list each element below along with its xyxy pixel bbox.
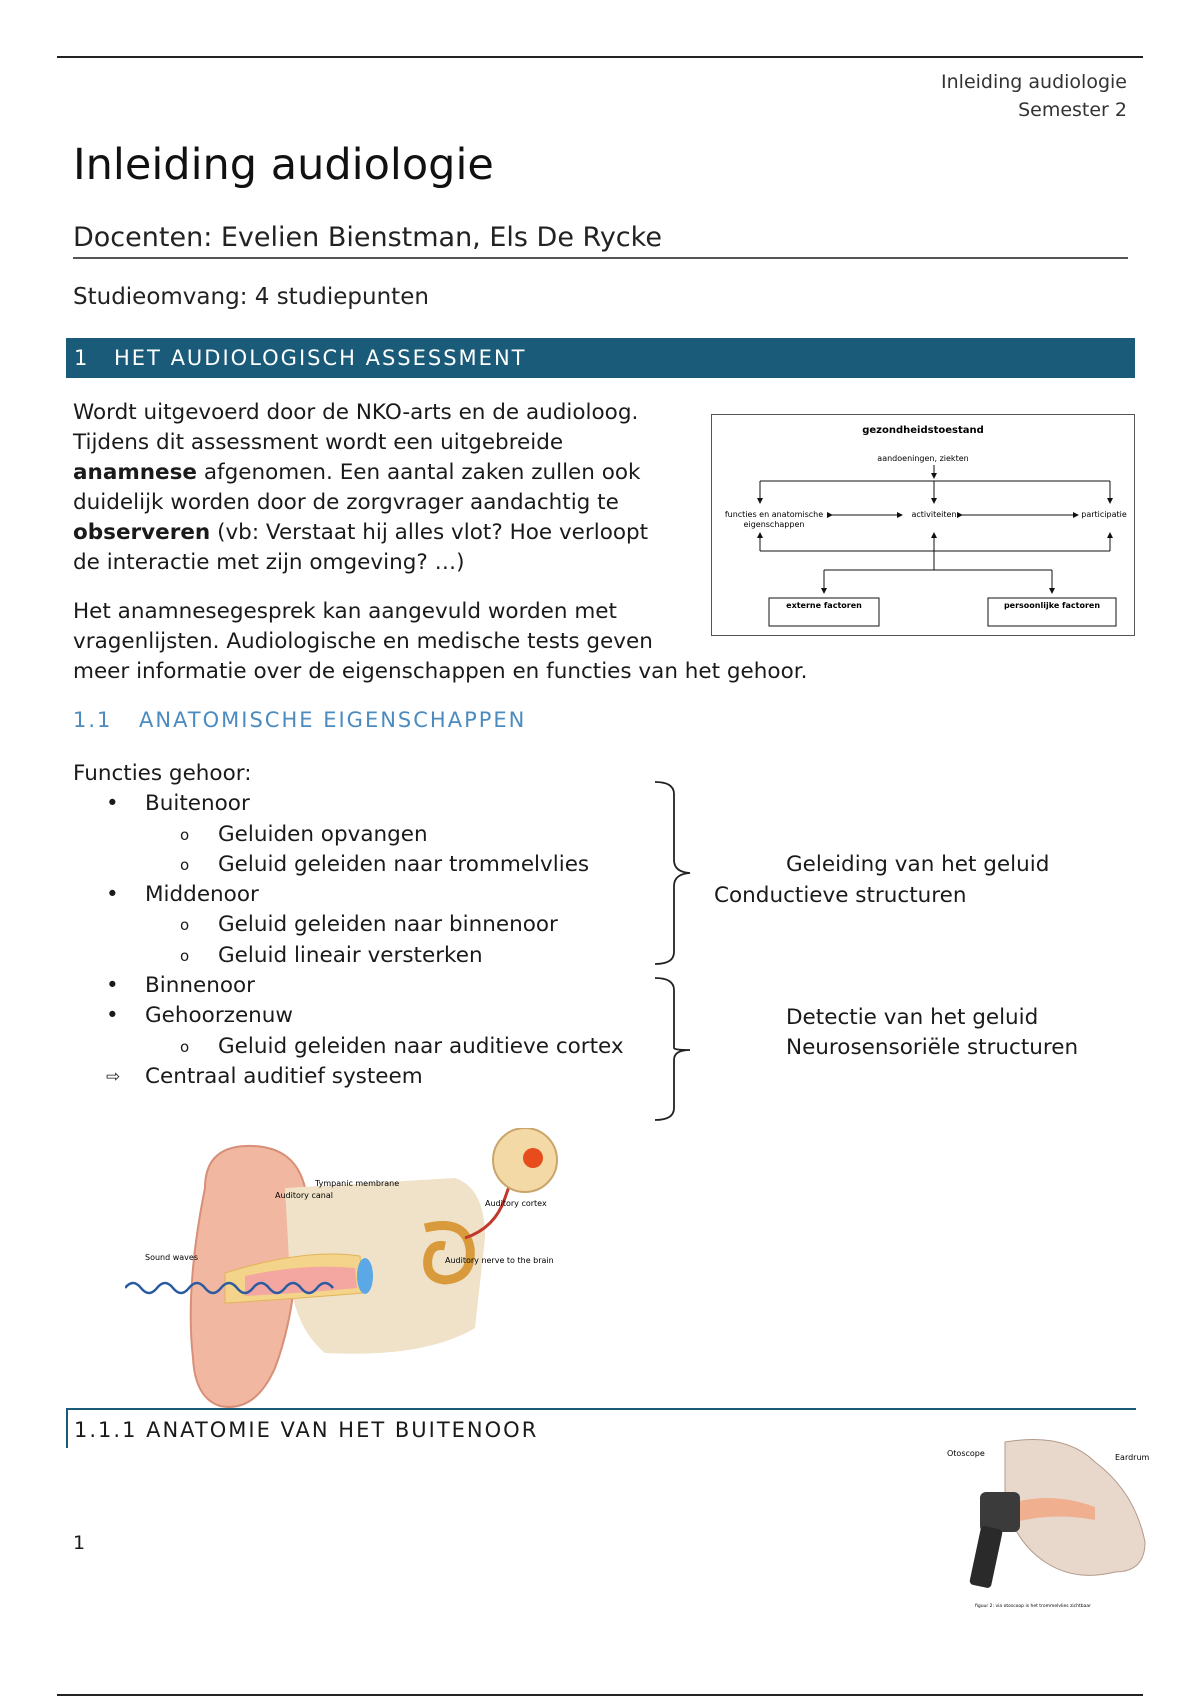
note-line: Detectie van het geluid <box>786 1005 1039 1030</box>
list-item <box>73 789 624 819</box>
bold-term: observeren <box>73 520 211 545</box>
sub-bullet: o <box>180 946 190 965</box>
list-item-label: Geluid geleiden naar binnenoor <box>218 912 558 938</box>
diagram-functions-label-2: eigenschappen <box>743 520 805 529</box>
diagram-participation-label: participatie <box>1081 510 1127 519</box>
page-subtitle: Docenten: Evelien Bienstman, Els De Rycke <box>73 222 1128 259</box>
list-item-label: Middenoor <box>145 882 259 908</box>
paragraph-line: meer informatie over de eigenschappen en functies van het gehoor. <box>73 659 808 684</box>
list-item <box>73 971 624 1001</box>
label-tympanic-membrane: Tympanic membrane <box>315 1179 400 1188</box>
intro-line: Wordt uitgevoerd door de NKO-arts en de audioloog. <box>73 400 639 425</box>
section-1-title: HET AUDIOLOGISCH ASSESSMENT <box>114 346 527 370</box>
list-item <box>73 820 624 850</box>
list-item-label: Centraal auditief systeem <box>145 1063 423 1089</box>
conduction-note-2 <box>714 881 967 911</box>
list-item-label: Gehoorzenuw <box>145 1003 294 1029</box>
bottom-rule <box>57 1694 1143 1696</box>
intro-line <box>73 518 693 548</box>
list-item-label: Binnenoor <box>145 973 255 999</box>
label-otoscope: Otoscope <box>947 1449 985 1458</box>
lower-bracket <box>655 978 690 1120</box>
icf-diagram <box>711 414 1135 636</box>
otoscope-head-shape <box>980 1492 1020 1532</box>
section-1-1-number: 1.1 <box>73 708 113 732</box>
intro-line: Tijdens dit assessment wordt een uitgebreide <box>73 430 564 455</box>
sub-bullet: o <box>180 825 190 844</box>
diagram-personal-label: persoonlijke factoren <box>1003 601 1101 610</box>
diagram-sub-label: aandoeningen, ziekten <box>877 454 969 463</box>
auditory-cortex-spot <box>523 1148 543 1168</box>
page-title: Inleiding audiologie <box>73 140 494 190</box>
functions-list <box>73 759 624 1092</box>
study-load: Studieomvang: 4 studiepunten <box>73 284 429 310</box>
list-item-label: Geluid lineair versterken <box>218 942 483 968</box>
list-item <box>73 1001 624 1031</box>
intro-paragraph <box>73 398 693 578</box>
sub-bullet: o <box>180 1037 190 1056</box>
intro-line: duidelijk worden door de zorgvrager aandachtig te <box>73 490 619 515</box>
paragraph-line: vragenlijsten. Audiologische en medische tests geven <box>73 629 653 654</box>
top-rule <box>57 56 1143 58</box>
section-1-number: 1 <box>74 346 90 370</box>
page-number: 1 <box>73 1532 86 1554</box>
list-item <box>73 850 624 880</box>
label-auditory-nerve: Auditory nerve to the brain <box>445 1256 554 1265</box>
section-1-heading <box>66 338 1135 378</box>
header-semester: Semester 2 <box>1018 99 1127 121</box>
intro-text: afgenomen. Een aantal zaken zullen ook <box>197 460 641 485</box>
functions-heading: Functies gehoor: <box>73 761 252 786</box>
list-item <box>73 910 624 940</box>
otoscope-handle-shape <box>969 1525 1003 1588</box>
conduction-note <box>786 850 1049 880</box>
running-header <box>941 68 1127 124</box>
header-course: Inleiding audiologie <box>941 71 1127 93</box>
detection-note <box>786 1003 1078 1063</box>
diagram-top-label: gezondheidstoestand <box>862 425 984 436</box>
note-line: Conductieve structuren <box>714 883 967 908</box>
intro-line: de interactie met zijn omgeving? …) <box>73 550 465 575</box>
label-auditory-cortex: Auditory cortex <box>485 1199 547 1208</box>
arrow-icon: ⇨ <box>106 1066 121 1087</box>
upper-bracket <box>655 782 690 964</box>
paragraph-line: Het anamnesegesprek kan aangevuld worden met <box>73 599 617 624</box>
bullet: • <box>106 973 119 999</box>
bracket-shapes <box>650 780 700 1122</box>
list-item-label: Geluid geleiden naar auditieve cortex <box>218 1033 624 1059</box>
list-item <box>73 880 624 910</box>
list-item <box>73 1032 624 1062</box>
section-1-1-heading <box>73 708 526 732</box>
bullet: • <box>106 1003 119 1029</box>
label-auditory-canal: Auditory canal <box>275 1191 333 1200</box>
note-line: Geleiding van het geluid <box>786 852 1050 877</box>
otoscope-illustration <box>945 1432 1160 1614</box>
diagram-activities-label: activiteiten <box>911 510 957 519</box>
intro-text: (vb: Verstaat hij alles vlot? Hoe verloopt <box>210 520 649 545</box>
label-sound-waves: Sound waves <box>145 1253 199 1262</box>
list-item-label: Geluid geleiden naar trommelvlies <box>218 851 590 877</box>
label-eardrum: Eardrum <box>1115 1453 1150 1462</box>
intro-line <box>73 458 693 488</box>
figure-caption: figuur 2: via otoscoop is het trommelvlies zichtbaar <box>975 1604 1091 1609</box>
section-1-1-1-heading: 1.1.1 ANATOMIE VAN HET BUITENOOR <box>66 1408 1136 1448</box>
ear-anatomy-illustration <box>125 1128 575 1410</box>
bullet: • <box>106 791 119 817</box>
sub-bullet: o <box>180 916 190 935</box>
note-line: Neurosensoriële structuren <box>786 1035 1079 1060</box>
diagram-functions-label: functies en anatomische <box>724 510 824 519</box>
bold-term: anamnese <box>73 460 197 485</box>
list-item <box>73 941 624 971</box>
list-item <box>73 1062 624 1092</box>
list-item-label: Buitenoor <box>145 791 250 817</box>
list-item-label: Geluiden opvangen <box>218 821 428 847</box>
tympanic-membrane-shape <box>357 1258 373 1294</box>
section-1-1-title: ANATOMISCHE EIGENSCHAPPEN <box>139 708 527 732</box>
sub-bullet: o <box>180 855 190 874</box>
diagram-external-label: externe factoren <box>786 601 862 610</box>
bullet: • <box>106 882 119 908</box>
